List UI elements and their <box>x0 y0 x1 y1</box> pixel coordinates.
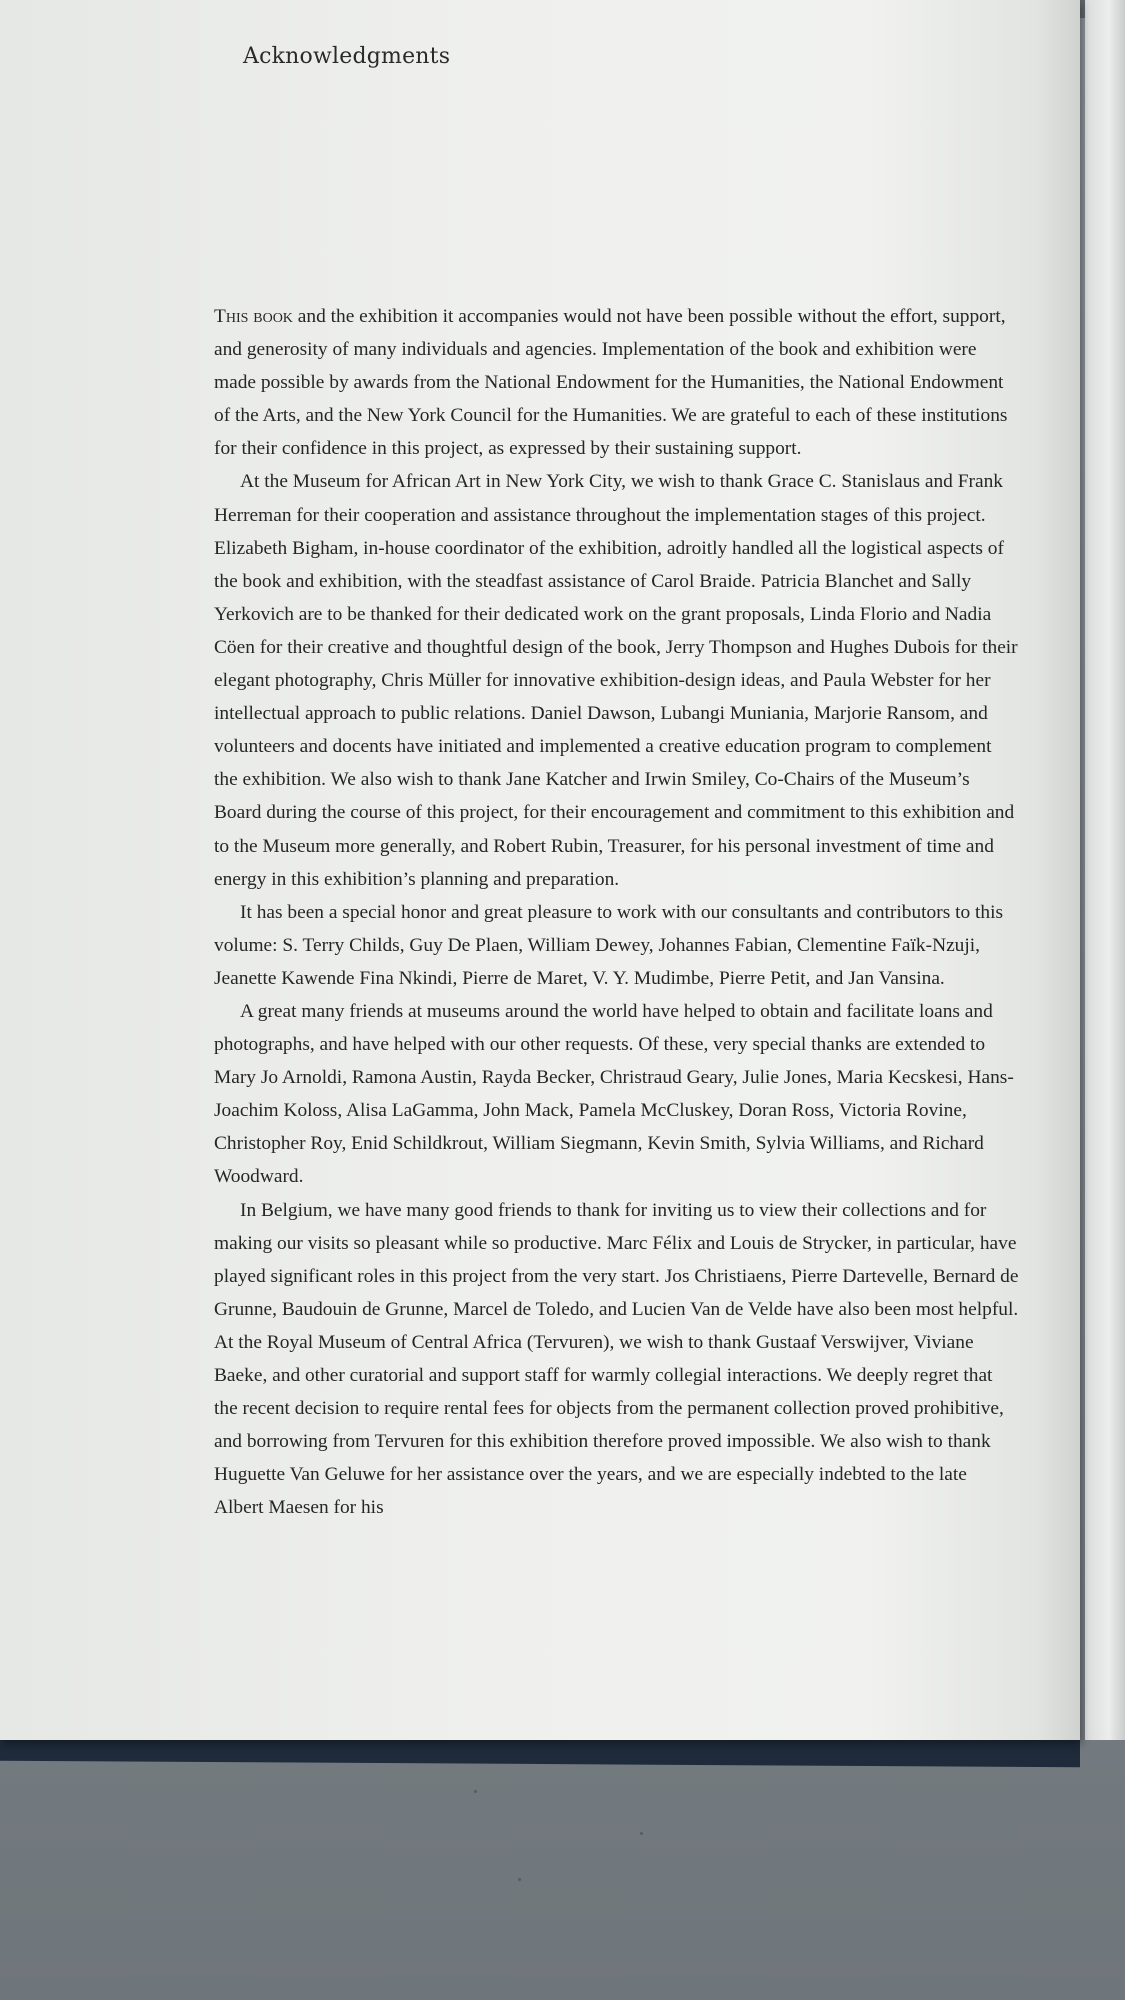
floor-speck <box>640 1832 643 1835</box>
paragraph-belgium: In Belgium, we have many good friends to thank for inviting us to view their collections and for making our visits so pleasant while so productive. Marc Félix and Louis de Strycker, in particular, have played significant roles in this project from the very start. Jos Christiaens, Pierre Dartevelle, Bernard de Grunne, Baudouin de Grunne, Marcel de Toledo, and Lucien Van de Velde have also been most helpful. At the Royal Museum of Central Africa (Tervuren), we wish to thank Gustaaf Verswijver, Viviane Baeke, and other curatorial and support staff for warmly collegial interactions. We deeply regret that the recent decision to require rental fees for objects from the permanent collection proved prohibitive, and borrowing from Tervuren for this exhibition therefore proved impossible. We also wish to thank Huguette Van Geluwe for her assistance over the years, and we are especially indebted to the late Albert Maesen for his <box>214 1199 1019 1519</box>
paragraph-text: and the exhibition it accompanies would not have been possible without the effort, support, and generosity of many individuals and agencies. Implementation of the book and exhibition were made possible by awards from the National Endowment for the Humanities, the National Endowment of the Arts, and the New York Council for the Humanities. We are grateful to each of these institutions for their confidence in this project, as expressed by their sustaining support. <box>214 306 1008 460</box>
paragraph-lead-in: This book <box>214 306 293 327</box>
adjacent-page-edge <box>1085 0 1125 1740</box>
floor-speck <box>474 1790 477 1793</box>
paragraph-museum-staff: At the Museum for African Art in New York City, we wish to thank Grace C. Stanislaus and Frank Herreman for their cooperation and assistance throughout the implementation stages of this project. Elizabeth Bigham, in-house coordinator of the exhibition, adroitly handled all the logistical aspects of the book and exhibition, with the steadfast assistance of Carol Braide. Patricia Blanchet and Sally Yerkovich are to be thanked for their dedicated work on the grant proposals, Linda Florio and Nadia Cöen for their creative and thoughtful design of the book, Jerry Thompson and Hughes Dubois for their elegant photography, Chris Müller for innovative exhibition-design ideas, and Paula Webster for her intellectual approach to public relations. Daniel Dawson, Lubangi Muniania, Marjorie Ransom, and volunteers and docents have initiated and implemented a creative education program to complement the exhibition. We also wish to thank Jane Katcher and Irwin Smiley, Co-Chairs of the Museum’s Board during the course of this project, for their encouragement and commitment to this exhibition and to the Museum more generally, and Robert Rubin, Treasurer, for his personal investment of time and energy in this exhibition’s planning and preparation. <box>214 471 1018 890</box>
acknowledgments-body <box>214 300 1019 1524</box>
page-title: Acknowledgments <box>243 44 451 69</box>
paragraph-contributors: It has been a special honor and great pleasure to work with our consultants and contributors to this volume: S. Terry Childs, Guy De Plaen, William Dewey, Johannes Fabian, Clementine Faïk-Nzuji, Jeanette Kawende Fina Nkindi, Pierre de Maret, V. Y. Mudimbe, Pierre Petit, and Jan Vansina. <box>214 901 1004 989</box>
paragraph-museum-friends: A great many friends at museums around the world have helped to obtain and facilitate loans and photographs, and have helped with our other requests. Of these, very special thanks are extended to Mary Jo Arnoldi, Ramona Austin, Rayda Becker, Christraud Geary, Julie Jones, Maria Kecskesi, Hans-Joachim Koloss, Alisa LaGamma, John Mack, Pamela McCluskey, Doran Ross, Victoria Rovine, Christopher Roy, Enid Schildkrout, William Siegmann, Kevin Smith, Sylvia Williams, and Richard Woodward. <box>214 1000 1014 1188</box>
paragraph-funding <box>214 300 1019 465</box>
floor-speck <box>518 1878 521 1881</box>
